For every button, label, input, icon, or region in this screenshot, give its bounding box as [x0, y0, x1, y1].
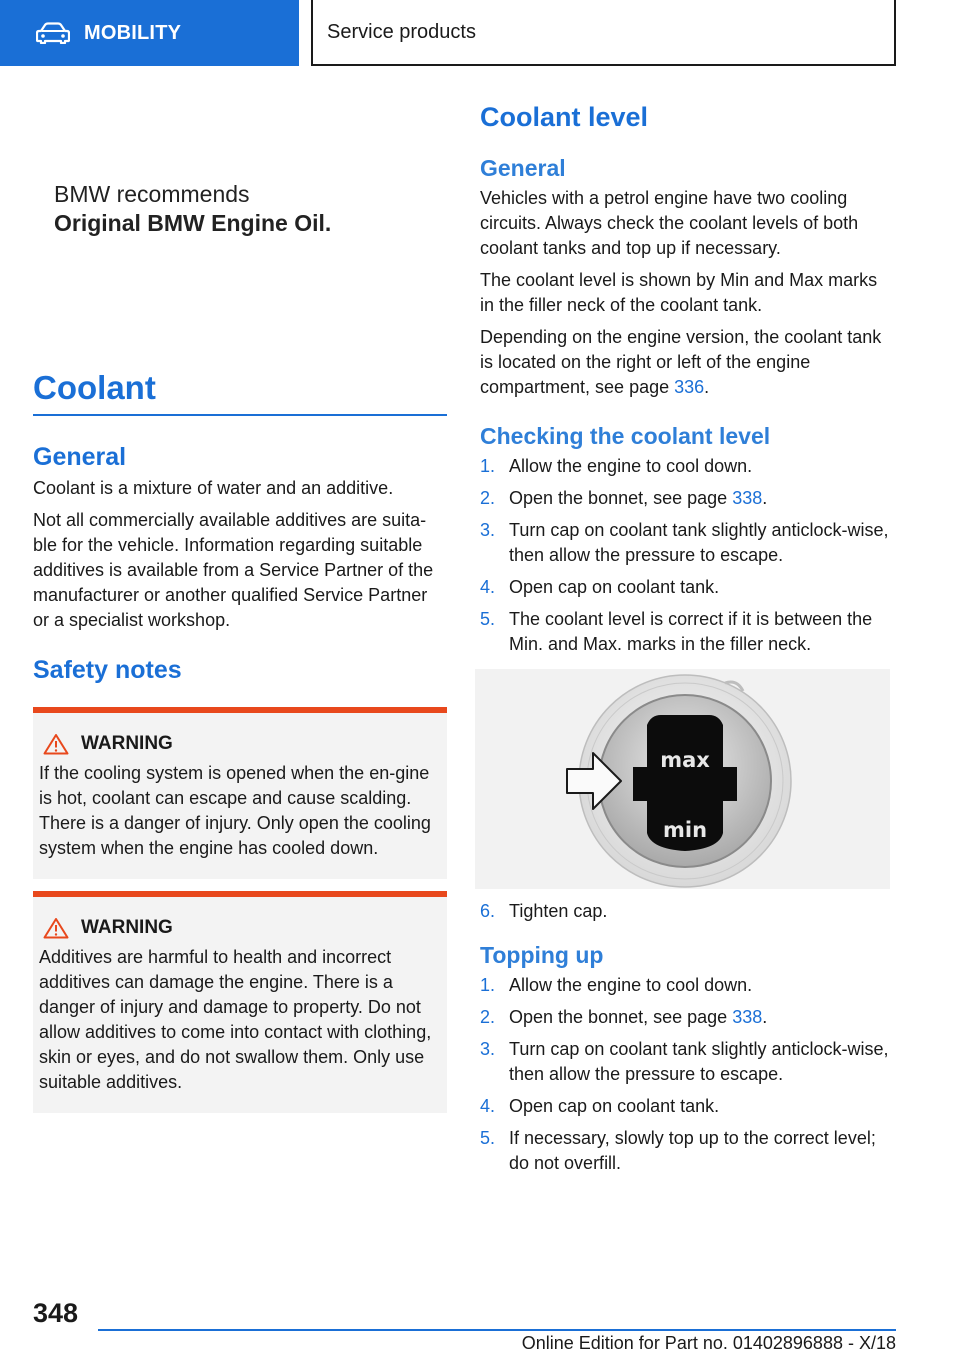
list-item: 3. Turn cap on coolant tank slightly anticlock-wise, then allow the pressure to escape.	[480, 1039, 889, 1084]
coolant-level-general-heading: General	[480, 155, 566, 181]
oil-recommendation-image	[54, 180, 414, 238]
warning-label: WARNING	[81, 917, 173, 938]
list-item: 4. Open cap on coolant tank.	[480, 1096, 720, 1116]
list-item: 4. Open cap on coolant tank.	[480, 577, 720, 597]
coolant-general-p1: Coolant is a mixture of water and an additive.	[33, 478, 394, 498]
list-item: 1. Allow the engine to cool down.	[480, 456, 753, 476]
step-six-list	[480, 899, 890, 924]
chapter-title: Service products	[327, 20, 476, 43]
coolant-level-title: Coolant level	[480, 102, 649, 132]
page-link-338[interactable]: 338	[732, 1007, 763, 1027]
max-mark: max	[660, 748, 710, 772]
safety-notes-heading: Safety notes	[33, 656, 182, 684]
oil-line-1: BMW recommends	[54, 181, 250, 207]
edition-footer: Online Edition for Part no. 01402896888 - X/18	[521, 1333, 896, 1353]
warning-text: Additives are harmful to health and incorrect additives can damage the engine. There is a danger of injury and damage to property. Do not allow additives to come into contact with clothing, skin or eyes, and do not swallow them. Only use suitable additives.	[39, 947, 432, 1092]
page-link-336[interactable]: 336	[674, 377, 705, 397]
list-item: 5. The coolant level is correct if it is between the Min. and Max. marks in the filler neck.	[480, 609, 873, 654]
warning-header	[39, 917, 439, 939]
page-link-338[interactable]: 338	[732, 488, 763, 508]
list-item: 1. Allow the engine to cool down.	[480, 975, 753, 995]
warning-label: WARNING	[81, 733, 173, 754]
list-item: 6. Tighten cap.	[480, 901, 608, 921]
oil-line-2: Original BMW Engine Oil.	[54, 210, 332, 236]
list-item: 5. If necessary, slowly top up to the correct level; do not overfill.	[480, 1128, 876, 1173]
list-item: 3. Turn cap on coolant tank slightly anticlock-wise, then allow the pressure to escape.	[480, 520, 889, 565]
section-tab-label: MOBILITY	[84, 21, 182, 44]
coolant-title: Coolant	[33, 368, 447, 416]
coolant-cap-figure	[475, 669, 890, 889]
warning-triangle-icon	[43, 917, 69, 939]
checking-heading: Checking the coolant level	[480, 423, 771, 449]
car-icon	[36, 22, 70, 44]
min-mark: min	[662, 818, 708, 842]
list-item: 2. Open the bonnet, see page 338.	[480, 1007, 768, 1027]
list-item: 2. Open the bonnet, see page 338.	[480, 488, 768, 508]
page-number: 348	[33, 1298, 79, 1328]
warning-header	[39, 733, 439, 755]
left-column	[33, 368, 447, 1113]
coolant-level-p3: Depending on the engine version, the coolant tank is located on the right or left of the engine compartment, see page 336.	[480, 327, 882, 397]
checking-steps-list	[480, 454, 890, 657]
coolant-level-p1: Vehicles with a petrol engine have two cooling circuits. Always check the coolant levels of both coolant tanks and top up if necessary.	[480, 188, 859, 258]
section-tab-mobility[interactable]	[0, 0, 299, 66]
warning-box-2	[33, 891, 447, 1113]
coolant-cap-illustration	[475, 669, 890, 889]
coolant-general-p2: Not all commercially available additives are suita-ble for the vehicle. Information regarding suitable additives is available from a Service Partner of the manufacturer or another qualified Service Partner or a specialist workshop.	[33, 510, 434, 630]
topping-up-heading: Topping up	[480, 942, 604, 968]
warning-box-1	[33, 707, 447, 879]
coolant-level-p2: The coolant level is shown by Min and Max marks in the filler neck of the coolant tank.	[480, 270, 878, 315]
chapter-header	[311, 0, 896, 66]
coolant-general-heading: General	[33, 443, 127, 471]
right-column	[480, 100, 890, 1183]
footer-divider	[98, 1329, 896, 1331]
warning-text: If the cooling system is opened when the en-gine is hot, coolant can escape and cause scalding. There is a danger of injury. Only open the cooling system when the engine has cooled down.	[39, 763, 431, 858]
topping-up-steps-list	[480, 973, 890, 1176]
warning-triangle-icon	[43, 733, 69, 755]
